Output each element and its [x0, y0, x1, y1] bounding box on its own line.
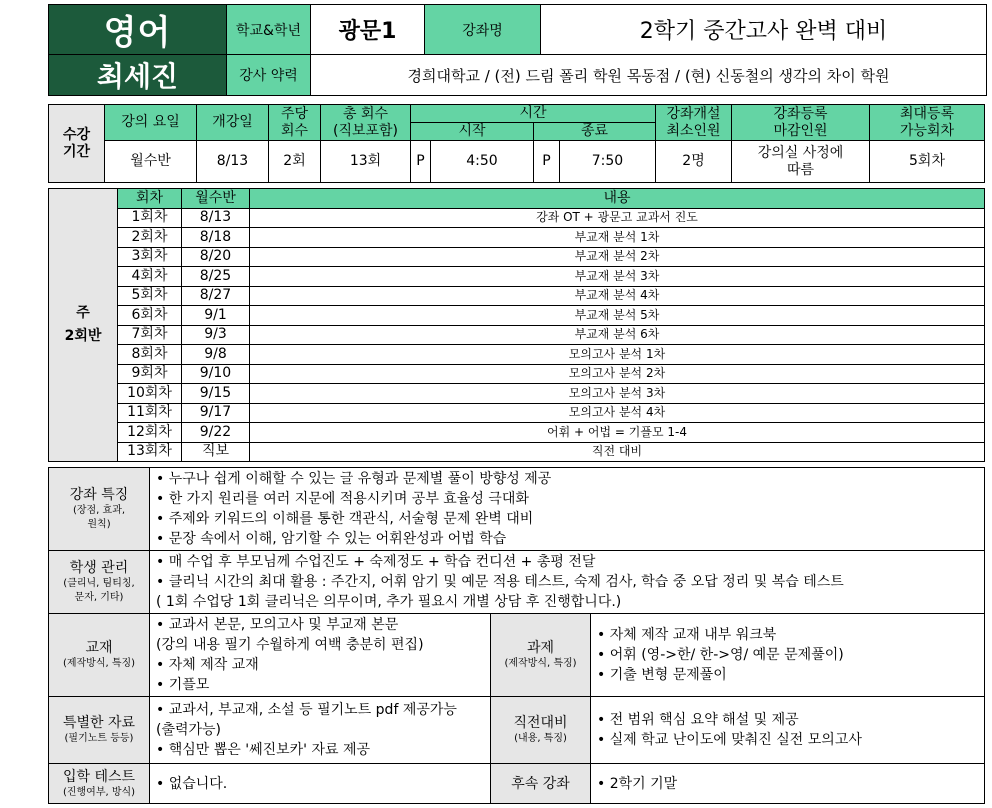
session-cell: 11회차: [118, 403, 182, 423]
school-grade-label: 학교&학년: [227, 5, 311, 55]
date-cell: 9/8: [182, 345, 250, 365]
header-table: [48, 4, 987, 96]
course-name-label: 강좌명: [425, 5, 541, 55]
session-cell: 10회차: [118, 384, 182, 404]
table-row: [49, 267, 985, 287]
textbook-label: 교재 (제작방식, 특징): [49, 614, 150, 697]
table-row: [49, 423, 985, 443]
list-item: • 클리닉 시간의 최대 활용 : 주간지, 어휘 암기 및 예문 적용 테스트, 숙제 검사, 학습 중 오답 정리 및 복습 테스트: [156, 574, 844, 590]
list-item: ( 1회 수업당 1회 클리닉은 의무이며, 추가 필요시 개별 상담 후 진행합니다.): [156, 594, 622, 610]
session-cell: 9회차: [118, 364, 182, 384]
table-row: [49, 364, 985, 384]
date-cell: 8/25: [182, 267, 250, 287]
weekly-count-header: 주당 회수: [269, 105, 321, 141]
list-item: • 한 가지 원리를 여러 지문에 적용시키며 공부 효율성 극대화: [156, 491, 529, 507]
content-cell: 직전 대비: [250, 442, 985, 462]
teacher-name: 최세진: [49, 55, 227, 96]
career-value: 경희대학교 / (전) 드림 폴리 학원 목동점 / (현) 신동철의 생각의 차이 학원: [311, 55, 987, 96]
date-cell: 8/18: [182, 228, 250, 248]
schedule-table: [48, 188, 985, 462]
content-cell: 부교재 분석 3차: [250, 267, 985, 287]
date-cell: 8/27: [182, 286, 250, 306]
time-start-header: 시작: [411, 123, 534, 141]
list-item: • 문장 속에서 이해, 암기할 수 있는 어휘완성과 어법 학습: [156, 531, 507, 547]
date-cell: 직보: [182, 442, 250, 462]
follow-up-label: 후속 강좌: [491, 764, 591, 804]
list-item: • 교과서, 부교재, 소설 등 필기노트 pdf 제공가능: [156, 702, 457, 718]
content-cell: 모의고사 분석 1차: [250, 345, 985, 365]
list-item: • 핵심만 뽑은 '쎄진보카' 자료 제공: [156, 742, 371, 758]
table-row: [49, 247, 985, 267]
session-cell: 13회차: [118, 442, 182, 462]
min-students-value: 2명: [656, 141, 732, 183]
session-cell: 2회차: [118, 228, 182, 248]
special-material-content: [150, 697, 491, 764]
table-row: [49, 208, 985, 228]
subject-title: 영어: [49, 5, 227, 55]
content-cell: 강좌 OT + 광문고 교과서 진도: [250, 208, 985, 228]
min-students-header: 강좌개설 최소인원: [656, 105, 732, 141]
max-sessions-value: 5회차: [870, 141, 985, 183]
list-item: • 주제와 키워드의 이해를 통한 객관식, 서술형 문제 완벽 대비: [156, 511, 534, 527]
textbook-content: [150, 614, 491, 697]
schedule-side-label: 주 2회반: [49, 189, 118, 462]
list-item: • 자체 제작 교재: [156, 657, 259, 673]
final-prep-label: 직전대비 (내용, 특징): [491, 697, 591, 764]
content-cell: 부교재 분석 1차: [250, 228, 985, 248]
deadline-value: 강의실 사정에 따름: [732, 141, 870, 183]
content-header: 내용: [250, 189, 985, 209]
date-cell: 8/20: [182, 247, 250, 267]
total-count-value: 13회: [321, 141, 411, 183]
day-value: 월수반: [105, 141, 197, 183]
max-sessions-header: 최대등록 가능회차: [870, 105, 985, 141]
start-time: 4:50: [431, 141, 534, 183]
features-content: [150, 468, 985, 551]
date-cell: 9/1: [182, 306, 250, 326]
content-cell: 부교재 분석 5차: [250, 306, 985, 326]
session-cell: 3회차: [118, 247, 182, 267]
list-item: • 전 범위 핵심 요약 해설 및 제공: [597, 712, 799, 728]
start-date-header: 개강일: [197, 105, 269, 141]
list-item: • 2학기 기말: [597, 775, 678, 792]
list-item: • 누구나 쉽게 이해할 수 있는 글 유형과 문제별 풀이 방향성 제공: [156, 471, 552, 487]
end-ampm: P: [534, 141, 560, 183]
date-cell: 9/3: [182, 325, 250, 345]
list-item: • 교과서 본문, 모의고사 및 부교재 본문: [156, 617, 399, 633]
day-header: 강의 요일: [105, 105, 197, 141]
date-cell: 9/17: [182, 403, 250, 423]
weekly-count-value: 2회: [269, 141, 321, 183]
session-cell: 5회차: [118, 286, 182, 306]
table-row: [49, 442, 985, 462]
table-row: [49, 286, 985, 306]
content-cell: 부교재 분석 2차: [250, 247, 985, 267]
course-info-table: [48, 104, 985, 183]
session-cell: 1회차: [118, 208, 182, 228]
follow-up-content: [591, 764, 985, 804]
content-cell: 부교재 분석 6차: [250, 325, 985, 345]
content-cell: 모의고사 분석 3차: [250, 384, 985, 404]
date-cell: 9/22: [182, 423, 250, 443]
total-count-header: 총 회수 (직보포함): [321, 105, 411, 141]
deadline-header: 강좌등록 마감인원: [732, 105, 870, 141]
table-row: [49, 325, 985, 345]
table-row: [49, 403, 985, 423]
list-item: • 자체 제작 교재 내부 워크북: [597, 627, 777, 643]
homework-content: [591, 614, 985, 697]
start-date-value: 8/13: [197, 141, 269, 183]
list-item: • 없습니다.: [156, 775, 228, 792]
content-cell: 모의고사 분석 2차: [250, 364, 985, 384]
list-item: • 기출 변형 문제풀이: [597, 667, 727, 683]
features-label: 강좌 특징 (장점, 효과, 원칙): [49, 468, 150, 551]
date-cell: 9/10: [182, 364, 250, 384]
list-item: (강의 내용 필기 수월하게 여백 충분히 편집): [156, 637, 424, 653]
session-cell: 7회차: [118, 325, 182, 345]
session-cell: 4회차: [118, 267, 182, 287]
session-cell: 6회차: [118, 306, 182, 326]
date-cell: 9/15: [182, 384, 250, 404]
list-item: • 어휘 (영->한/ 한->영/ 예문 문제풀이): [597, 647, 844, 663]
content-cell: 어휘 + 어법 = 기플모 1-4: [250, 423, 985, 443]
table-row: [49, 384, 985, 404]
special-material-label: 특별한 자료 (필기노트 등등): [49, 697, 150, 764]
management-label: 학생 관리 (클리닉, 팀티칭, 문자, 기타): [49, 551, 150, 614]
session-header: 회차: [118, 189, 182, 209]
career-label: 강사 약력: [227, 55, 311, 96]
management-content: [150, 551, 985, 614]
list-item: • 실제 학교 난이도에 맞춰진 실전 모의고사: [597, 732, 862, 748]
content-cell: 부교재 분석 4차: [250, 286, 985, 306]
details-table: [48, 467, 985, 804]
final-prep-content: [591, 697, 985, 764]
session-cell: 8회차: [118, 345, 182, 365]
homework-label: 과제 (제작방식, 특징): [491, 614, 591, 697]
entrance-test-content: [150, 764, 491, 804]
course-name-value: 2학기 중간고사 완벽 대비: [541, 5, 987, 55]
entrance-test-label: 입학 테스트 (진행여부, 방식): [49, 764, 150, 804]
end-time: 7:50: [560, 141, 656, 183]
list-item: (출력가능): [156, 722, 222, 738]
start-ampm: P: [411, 141, 431, 183]
table-row: [49, 306, 985, 326]
time-end-header: 종료: [534, 123, 656, 141]
list-item: • 매 수업 후 부모님께 수업진도 + 숙제정도 + 학습 컨디션 + 총평 전달: [156, 554, 596, 570]
content-cell: 모의고사 분석 4차: [250, 403, 985, 423]
date-cell: 8/13: [182, 208, 250, 228]
class-header: 월수반: [182, 189, 250, 209]
list-item: • 기플모: [156, 677, 210, 693]
period-label: 수강 기간: [49, 105, 105, 183]
time-header: 시간: [411, 105, 656, 123]
school-grade-value: 광문1: [311, 5, 425, 55]
table-row: [49, 228, 985, 248]
session-cell: 12회차: [118, 423, 182, 443]
table-row: [49, 345, 985, 365]
